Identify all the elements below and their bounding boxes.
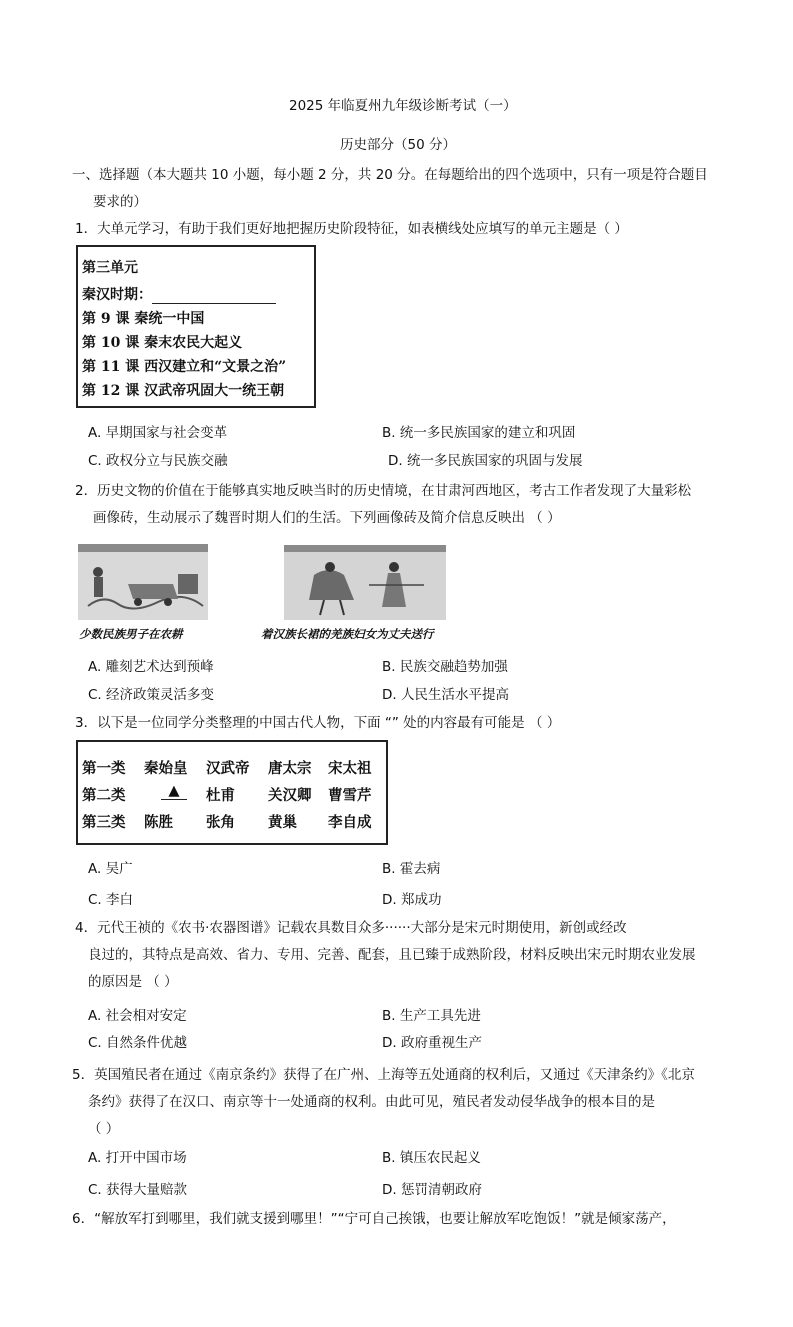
q1-lesson-10: 第 10 课 秦末农民大起义 <box>82 335 243 351</box>
q1-period-row <box>82 284 276 304</box>
q5-option-c[interactable]: C. 获得大量赔款 <box>88 1182 188 1198</box>
q5-stem-line2: 条约》获得了在汉口、南京等十一处通商的权利。由此可见，殖民者发动侵华战争的根本目的是 <box>88 1094 655 1110</box>
q1-lesson-9: 第 9 课 秦统一中国 <box>82 311 205 327</box>
q2-caption-2: 着汉族长裙的羌族妇女为丈夫送行 <box>261 627 434 641</box>
q5-option-a[interactable]: A. 打开中国市场 <box>88 1150 187 1166</box>
q3-option-b[interactable]: B. 霍去病 <box>382 861 441 877</box>
section-instructions-line2: 要求的） <box>93 194 147 210</box>
q5-option-b[interactable]: B. 镇压农民起义 <box>382 1150 481 1166</box>
q4-stem-line2: 良过的，其特点是高效、省力、专用、完善、配套，且已臻于成熟阶段，材料反映出宋元时期农业发展 <box>88 947 696 963</box>
q3-option-a[interactable]: A. 吴广 <box>88 861 133 877</box>
q1-unit-box <box>76 245 316 408</box>
q1-lesson-12: 第 12 课 汉武帝巩固大一统王朝 <box>82 383 285 399</box>
q1-option-a[interactable]: A. 早期国家与社会变革 <box>88 425 228 441</box>
q3-cell: 唐太宗 <box>268 760 312 777</box>
section-instructions-line1: 一、选择题（本大题共 10 小题，每小题 2 分，共 20 分。在每题给出的四个选项中，只有一项是符合题目 <box>72 167 708 183</box>
q5-stem-line1: 5．英国殖民者在通过《南京条约》获得了在广州、上海等五处通商的权利后，又通过《天津条约》《北京 <box>72 1067 695 1083</box>
q2-brick-image-farming <box>78 544 208 620</box>
exam-title: 2025 年临夏州九年级诊断考试（一） <box>289 98 517 114</box>
q3-cell: 陈胜 <box>144 814 173 831</box>
q3-cell: 秦始皇 <box>144 760 188 777</box>
q1-period-label: 秦汉时期： <box>82 287 152 303</box>
q3-blank-triangle: ▲ <box>161 782 187 800</box>
q2-option-c[interactable]: C. 经济政策灵活多变 <box>88 687 215 703</box>
q2-option-d[interactable]: D. 人民生活水平提高 <box>382 687 509 703</box>
q3-cell: 杜甫 <box>206 787 235 804</box>
q1-blank-line <box>152 289 276 304</box>
q2-stem-line1: 2．历史文物的价值在于能够真实地反映当时的历史情境，在甘肃河西地区，考古工作者发现了大量彩松 <box>75 483 692 499</box>
q4-option-c[interactable]: C. 自然条件优越 <box>88 1035 188 1051</box>
q4-option-d[interactable]: D. 政府重视生产 <box>382 1035 482 1051</box>
q1-unit-title: 第三单元 <box>82 260 138 276</box>
q5-stem-line3: （ ） <box>88 1121 120 1137</box>
subject-title: 历史部分（50 分） <box>340 137 456 153</box>
q1-lesson-11: 第 11 课 西汉建立和“文景之治” <box>82 359 287 375</box>
q3-cell: 张角 <box>206 814 235 831</box>
q4-option-a[interactable]: A. 社会相对安定 <box>88 1008 187 1024</box>
q5-option-d[interactable]: D. 惩罚清朝政府 <box>382 1182 482 1198</box>
q3-stem: 3．以下是一位同学分类整理的中国古代人物，下面 “” 处的内容最有可能是 （ ） <box>75 715 561 731</box>
q3-cell: 曹雪芹 <box>328 787 372 804</box>
q2-brick-image-farewell <box>284 545 446 620</box>
q3-row2-label: 第二类 <box>82 787 126 804</box>
q2-option-a[interactable]: A. 雕刻艺术达到预峰 <box>88 659 214 675</box>
q4-option-b[interactable]: B. 生产工具先进 <box>382 1008 481 1024</box>
q4-stem-line3: 的原因是 （ ） <box>88 974 178 990</box>
q3-cell: 宋太祖 <box>328 760 372 777</box>
q2-stem-line2: 画像砖，生动展示了魏晋时期人们的生活。下列画像砖及简介信息反映出 （ ） <box>93 510 561 526</box>
q3-cell: 汉武帝 <box>206 760 250 777</box>
q3-cell: 李自成 <box>328 814 372 831</box>
q3-cell: 黄巢 <box>268 814 297 831</box>
q1-option-c[interactable]: C. 政权分立与民族交融 <box>88 453 228 469</box>
q3-cell: 关汉卿 <box>268 787 312 804</box>
q1-stem: 1．大单元学习，有助于我们更好地把握历史阶段特征，如表横线处应填写的单元主题是（ ） <box>75 221 628 237</box>
q3-row3-label: 第三类 <box>82 814 126 831</box>
q3-option-d[interactable]: D. 郑成功 <box>382 892 442 908</box>
q1-option-b[interactable]: B. 统一多民族国家的建立和巩固 <box>382 425 576 441</box>
q4-stem-line1: 4．元代王祯的《农书·农器图谱》记载农具数目众多······大部分是宋元时期使用，新创或经改 <box>75 920 627 936</box>
q2-caption-1: 少数民族男子在农耕 <box>79 627 183 641</box>
q3-option-c[interactable]: C. 李白 <box>88 892 134 908</box>
q1-option-d[interactable]: D. 统一多民族国家的巩固与发展 <box>388 453 583 469</box>
q3-row1-label: 第一类 <box>82 760 126 777</box>
q3-figure-table <box>76 740 388 845</box>
q6-stem-line1: 6．“解放军打到哪里，我们就支援到哪里！”“宁可自己挨饿，也要让解放军吃饱饭！”就是倾家荡产， <box>72 1211 676 1227</box>
q2-option-b[interactable]: B. 民族交融趋势加强 <box>382 659 508 675</box>
